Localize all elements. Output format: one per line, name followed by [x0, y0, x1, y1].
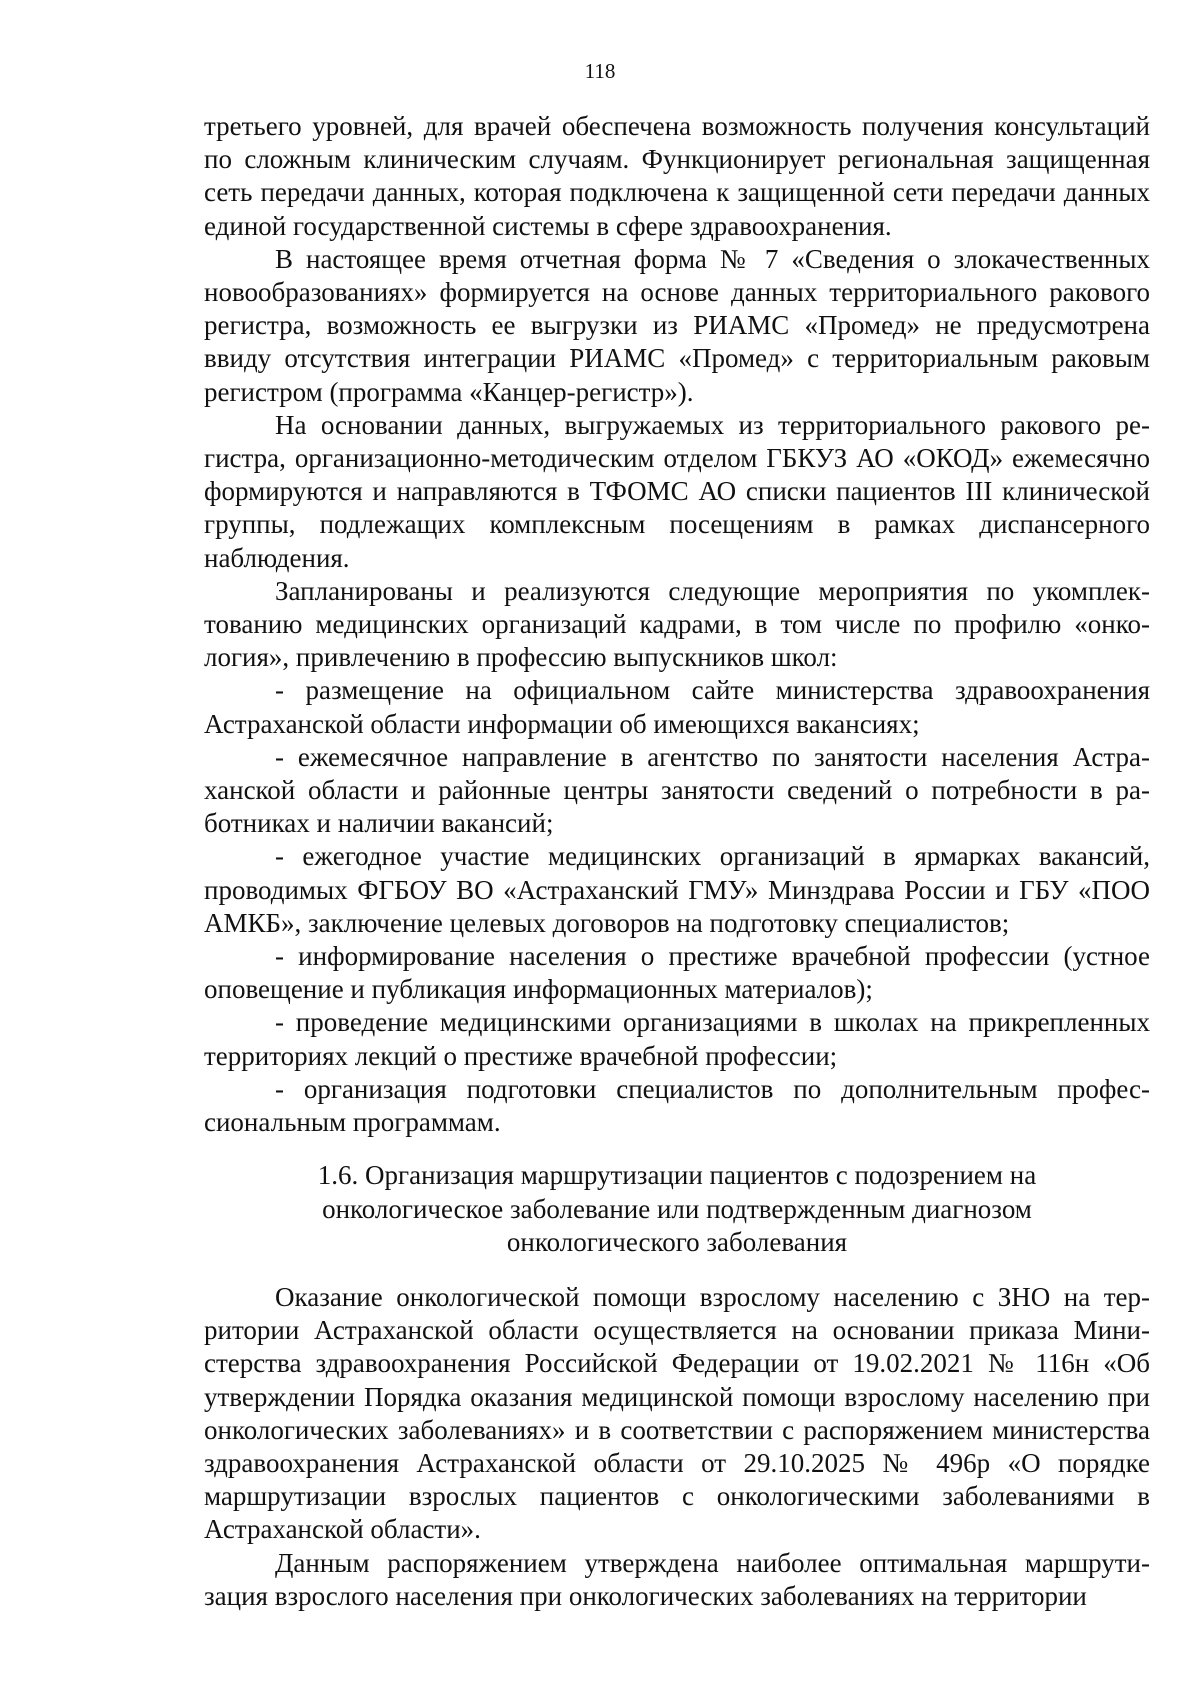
- paragraphs-before: [204, 110, 1150, 1139]
- paragraph: - ежемесячное направление в агентство по занятости населения Астраханской области и районные центры занятости сведений о потребности в работниках и наличии вакансий;: [204, 741, 1150, 839]
- page-body: [204, 110, 1150, 1613]
- paragraph: - проведение медицинскими организациями в школах на прикрепленных территориях лекций о престиже врачебной профессии;: [204, 1007, 1150, 1071]
- paragraph: В настоящее время отчетная форма № 7 «Сведения о злокачественных новообразованиях» формируется на основе данных территориального ракового регистра, возможность ее выгрузки из РИАМС «Промед» не предусмотрена ввиду отсутствия интеграции РИАМС «Промед» с территориальным раковым регистром (программа «Канцер-регистр»).: [204, 243, 1150, 407]
- paragraph: - размещение на официальном сайте министерства здравоохранения Астраханской области информации об имеющихся вакансиях;: [204, 675, 1150, 739]
- paragraph: Запланированы и реализуются следующие мероприятия по укомплектованию медицинских организаций кадрами, в том числе по профилю «онкология», привлечению в профессию выпускников школ:: [204, 575, 1150, 673]
- paragraph: Оказание онкологической помощи взрослому населению с ЗНО на территории Астраханской области осуществляется на основании приказа Министерства здравоохранения Российской Федерации от 19.02.2021 № 116н «Об утверждении Порядка оказания медицинской помощи взрослому населению при онкологических заболеваниях» и в соответствии с распоряжением министерства здравоохранения Астраханской области от 29.10.2025 № 496р «О порядке маршрутизации взрослых пациентов с онкологическими заболеваниями в Астраханской области».: [204, 1281, 1150, 1545]
- page-number: 118: [584, 59, 616, 83]
- paragraph: На основании данных, выгружаемых из территориального ракового регистра, организационно-методическим отделом ГБКУЗ АО «ОКОД» ежемесячно формируются и направляются в ТФОМС АО списки пациентов III клинической группы, подлежащих комплексным посещениям в рамках диспансерного наблюдения.: [204, 409, 1150, 573]
- paragraph: - организация подготовки специалистов по дополнительным профессиональным программам.: [204, 1073, 1150, 1138]
- section-heading-line: 1.6. Организация маршрутизации пациентов с подозрением на: [317, 1160, 1037, 1191]
- paragraph: третьего уровней, для врачей обеспечена возможность получения консультаций по сложным клиническим случаям. Функционирует региональная защищенная сеть передачи данных, которая подключена к защищенной сети передачи данных единой государственной системы в сфере здравоохранения.: [204, 111, 1150, 241]
- section-heading-line: онкологического заболевания: [506, 1226, 848, 1257]
- paragraphs-after: [204, 1281, 1150, 1613]
- paragraph: - ежегодное участие медицинских организаций в ярмарках вакансий, проводимых ФГБОУ ВО «Астраханский ГМУ» Минздрава России и ГБУ «ПОО АМКБ», заключение целевых договоров на подготовку специалистов;: [204, 841, 1150, 938]
- section-heading-line: онкологическое заболевание или подтвержденным диагнозом: [322, 1193, 1032, 1224]
- paragraph: - информирование населения о престиже врачебной профессии (устное оповещение и публикация информационных материалов);: [204, 941, 1150, 1005]
- paragraph: Данным распоряжением утверждена наиболее оптимальная маршрутизация взрослого населения при онкологических заболеваниях на территории: [204, 1547, 1150, 1611]
- section-heading: [204, 1159, 1150, 1259]
